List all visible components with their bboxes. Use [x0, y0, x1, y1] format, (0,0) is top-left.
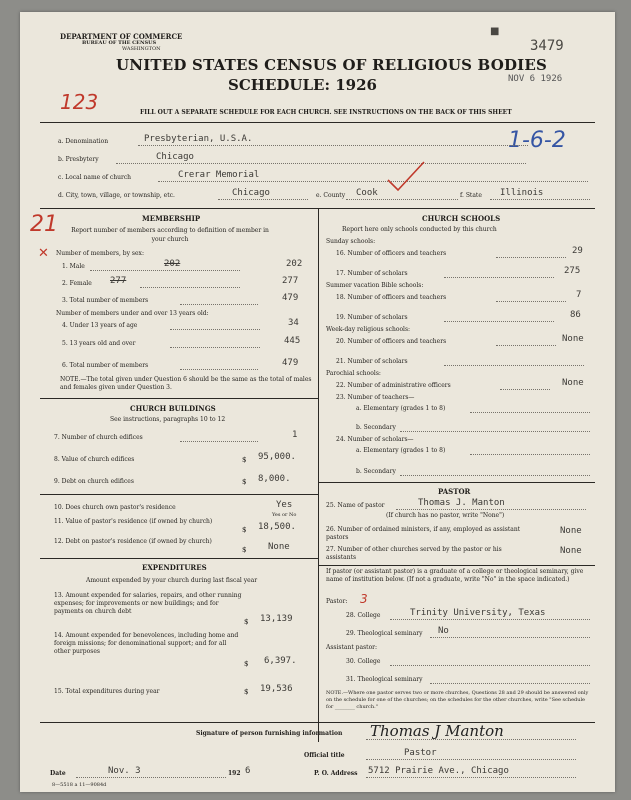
dollar-sign: $ [242, 478, 247, 486]
college-30-label: 30. College [346, 658, 381, 665]
date-value[interactable]: Nov. 3 [108, 766, 141, 776]
summer-scholars-label: 19. Number of scholars [336, 314, 408, 321]
stamp-number: 3479 [530, 38, 564, 54]
church-edifices-label: 7. Number of church edifices [54, 434, 143, 441]
po-address-label: P. O. Address [314, 770, 358, 777]
schedule-title: SCHEDULE: 1926 [228, 76, 377, 94]
sunday-scholars-value[interactable]: 275 [564, 266, 581, 276]
debt-edifices-label: 9. Debt on church edifices [54, 478, 134, 485]
presbytery-value[interactable]: Chicago [156, 152, 194, 162]
form-title: UNITED STATES CENSUS OF RELIGIOUS BODIES [116, 56, 548, 74]
total-members-6-value[interactable]: 479 [282, 358, 299, 368]
total-expenditures-value[interactable]: 19,536 [260, 684, 293, 694]
benevolences-value[interactable]: 6,397. [264, 656, 297, 666]
residence-value-value[interactable]: 18,500. [258, 522, 296, 532]
over-13-label: 5. 13 years old and over [62, 340, 136, 347]
total-members-6-label: 6. Total number of members [62, 362, 149, 369]
stamp-mark: ■ [490, 26, 500, 37]
teachers-secondary-label: b. Secondary [356, 424, 396, 431]
church-edifices-value[interactable]: 1 [292, 430, 298, 440]
summer-scholars-value[interactable]: 86 [570, 310, 581, 320]
handwritten-number: 123 [60, 90, 99, 114]
weekday-teachers-value[interactable]: None [562, 334, 584, 344]
pastor-name-value[interactable]: Thomas J. Manton [418, 498, 505, 508]
pastor-heading: PASTOR [438, 487, 471, 496]
expenditures-heading: EXPENDITURES [142, 563, 207, 572]
blue-pencil-mark: 1-6-2 [508, 128, 566, 153]
assistant-pastor-label: Assistant pastor: [326, 644, 378, 651]
signature-value[interactable]: Thomas J Manton [370, 722, 504, 740]
year-digit-value[interactable]: 6 [245, 766, 251, 776]
summer-teachers-label: 18. Number of officers and teachers [336, 294, 447, 301]
dollar-sign: $ [244, 660, 249, 668]
form-code: 8—5518 a 11—9084d [52, 782, 107, 788]
total-members-label: 3. Total number of members [62, 297, 149, 304]
seminary-29-label: 29. Theological seminary [346, 630, 423, 637]
over-13-value[interactable]: 445 [284, 336, 301, 346]
state-value[interactable]: Illinois [500, 188, 544, 198]
other-churches-label: 27. Number of other churches served by the pastor or his assistants [326, 546, 502, 561]
assistant-ministers-value[interactable]: None [560, 526, 582, 536]
female-label: 2. Female [62, 280, 92, 287]
buildings-heading: CHURCH BUILDINGS [130, 404, 216, 413]
dollar-sign: $ [242, 456, 247, 464]
sunday-teachers-value[interactable]: 29 [572, 246, 583, 256]
male-label: 1. Male [62, 263, 85, 270]
parochial-schools-label: Parochial schools: [326, 370, 381, 377]
census-schedule-sheet [20, 12, 615, 792]
college-28-value[interactable]: Trinity University, Texas [410, 608, 546, 618]
separate-schedule-instruction: FILL OUT A SEPARATE SCHEDULE FOR EACH CHURCH. SEE INSTRUCTIONS ON THE BACK OF THIS SHEET [140, 109, 512, 116]
city-town-label: d. City, town, village, or township, etc. [58, 192, 175, 199]
benevolences-label: 14. Amount expended for benevolences, including home and foreign missions; for denominational support; and for all other purposes [54, 632, 239, 655]
sunday-teachers-label: 16. Number of officers and teachers [336, 250, 447, 257]
scholars-24-label: 24. Number of scholars— [336, 436, 414, 443]
assistant-ministers-label: 26. Number of ordained ministers, if any, employed as assistant pastors [326, 526, 521, 541]
owns-residence-value[interactable]: Yes [276, 500, 293, 510]
presbytery-label: b. Presbytery [58, 156, 99, 163]
official-title-value[interactable]: Pastor [404, 748, 437, 758]
debt-edifices-value[interactable]: 8,000. [258, 474, 291, 484]
year-label: 192 [228, 770, 241, 777]
department-label: DEPARTMENT OF COMMERCE [60, 32, 183, 41]
denomination-label: a. Denomination [58, 138, 109, 145]
under-13-label: 4. Under 13 years of age [62, 322, 138, 329]
other-churches-value[interactable]: None [560, 546, 582, 556]
residence-debt-value[interactable]: None [268, 542, 290, 552]
pastor-sub-label: Pastor: [326, 598, 348, 605]
college-28-label: 28. College [346, 612, 381, 619]
membership-intro: Report number of members according to definition of member in your church [71, 227, 269, 243]
members-by-sex-label: Number of members, by sex: [56, 250, 144, 257]
teachers-elementary-label: a. Elementary (grades 1 to 8) [356, 405, 446, 412]
residence-debt-label: 12. Debt on pastor's residence (if owned by church) [54, 538, 212, 545]
under-13-value[interactable]: 34 [288, 318, 299, 328]
denomination-value[interactable]: Presbyterian, U.S.A. [144, 134, 253, 144]
official-title-label: Official title [304, 752, 345, 759]
dollar-sign: $ [244, 688, 249, 696]
running-expenses-label: 13. Amount expended for salaries, repairs, and other running expenses; for improvements or new buildings; and for payments on church debt [54, 592, 242, 615]
running-expenses-value[interactable]: 13,139 [260, 614, 293, 624]
church-name-value[interactable]: Crerar Memorial [178, 170, 260, 180]
seminary-29-value[interactable]: No [438, 626, 449, 636]
value-edifices-label: 8. Value of church edifices [54, 456, 135, 463]
pastor-note: NOTE.—Where one pastor serves two or more churches, Questions 28 and 29 should be answered only on the schedule for one of the churches; on the schedules for the other churches, write "See schedule for ________ church." [326, 690, 589, 710]
church-name-label: c. Local name of church [58, 174, 132, 181]
received-stamp-date: NOV 6 1926 [508, 74, 563, 84]
male-value[interactable]: 202 [286, 259, 303, 269]
buildings-intro: See instructions, paragraphs 10 to 12 [110, 416, 226, 423]
signature-label: Signature of person furnishing information [196, 730, 343, 737]
dollar-sign: $ [242, 546, 247, 554]
sunday-schools-label: Sunday schools: [326, 238, 376, 245]
summer-teachers-value[interactable]: 7 [576, 290, 582, 300]
expenditures-intro: Amount expended by your church during last fiscal year [86, 577, 258, 584]
weekday-scholars-label: 21. Number of scholars [336, 358, 408, 365]
seminary-31-label: 31. Theological seminary [346, 676, 423, 683]
membership-heading: MEMBERSHIP [142, 214, 201, 223]
pastor-name-label: 25. Name of pastor [326, 502, 385, 509]
dollar-sign: $ [244, 618, 249, 626]
po-address-value[interactable]: 5712 Prairie Ave., Chicago [368, 766, 509, 776]
schools-heading: CHURCH SCHOOLS [422, 214, 501, 223]
scholars-elementary-label: a. Elementary (grades 1 to 8) [356, 447, 446, 454]
pastor-name-note: (If church has no pastor, write "None") [386, 512, 505, 519]
state-label: f. State [460, 192, 482, 199]
yes-or-no-hint: Yes or No [272, 512, 297, 518]
sunday-scholars-label: 17. Number of scholars [336, 270, 408, 277]
county-value[interactable]: Cook [356, 188, 378, 198]
red-pencil-mark: 21 [30, 212, 58, 237]
red-cross-mark: ✕ [38, 246, 49, 261]
teachers-23-label: 23. Number of teachers— [336, 394, 415, 401]
summer-schools-label: Summer vacation Bible schools: [326, 282, 424, 289]
total-expenditures-label: 15. Total expenditures during year [54, 688, 160, 695]
admin-officers-label: 22. Number of administrative officers [336, 382, 451, 389]
weekday-schools-label: Week-day religious schools: [326, 326, 411, 333]
date-label: Date [50, 770, 66, 777]
male-crossed-value: 202 [164, 259, 181, 269]
pastor-red-mark: 3 [360, 592, 368, 606]
schools-intro: Report here only schools conducted by this church [342, 226, 497, 233]
value-edifices-value[interactable]: 95,000. [258, 452, 296, 462]
under-over-label: Number of members under and over 13 years old: [56, 310, 209, 317]
female-value[interactable]: 277 [282, 276, 299, 286]
bureau-label: BUREAU OF THE CENSUS [82, 40, 157, 46]
scholars-secondary-label: b. Secondary [356, 468, 396, 475]
admin-officers-value[interactable]: None [562, 378, 584, 388]
membership-note: NOTE.—The total given under Question 6 should be the same as the total of males and females given under Question 3. [60, 376, 312, 391]
owns-residence-label: 10. Does church own pastor's residence [54, 504, 176, 511]
dollar-sign: $ [242, 526, 247, 534]
city-town-value[interactable]: Chicago [232, 188, 270, 198]
female-crossed-value: 277 [110, 276, 127, 286]
residence-value-label: 11. Value of pastor's residence (if owned by church) [54, 518, 213, 525]
city-label: WASHINGTON [122, 46, 161, 52]
total-members-value[interactable]: 479 [282, 293, 299, 303]
graduate-note: If pastor (or assistant pastor) is a graduate of a college or theological seminary, give name of institution below. (If not a graduate, write "No" in the space indicated.) [326, 568, 584, 583]
weekday-teachers-label: 20. Number of officers and teachers [336, 338, 447, 345]
county-label: e. County [316, 192, 346, 199]
red-check-mark [386, 158, 426, 194]
